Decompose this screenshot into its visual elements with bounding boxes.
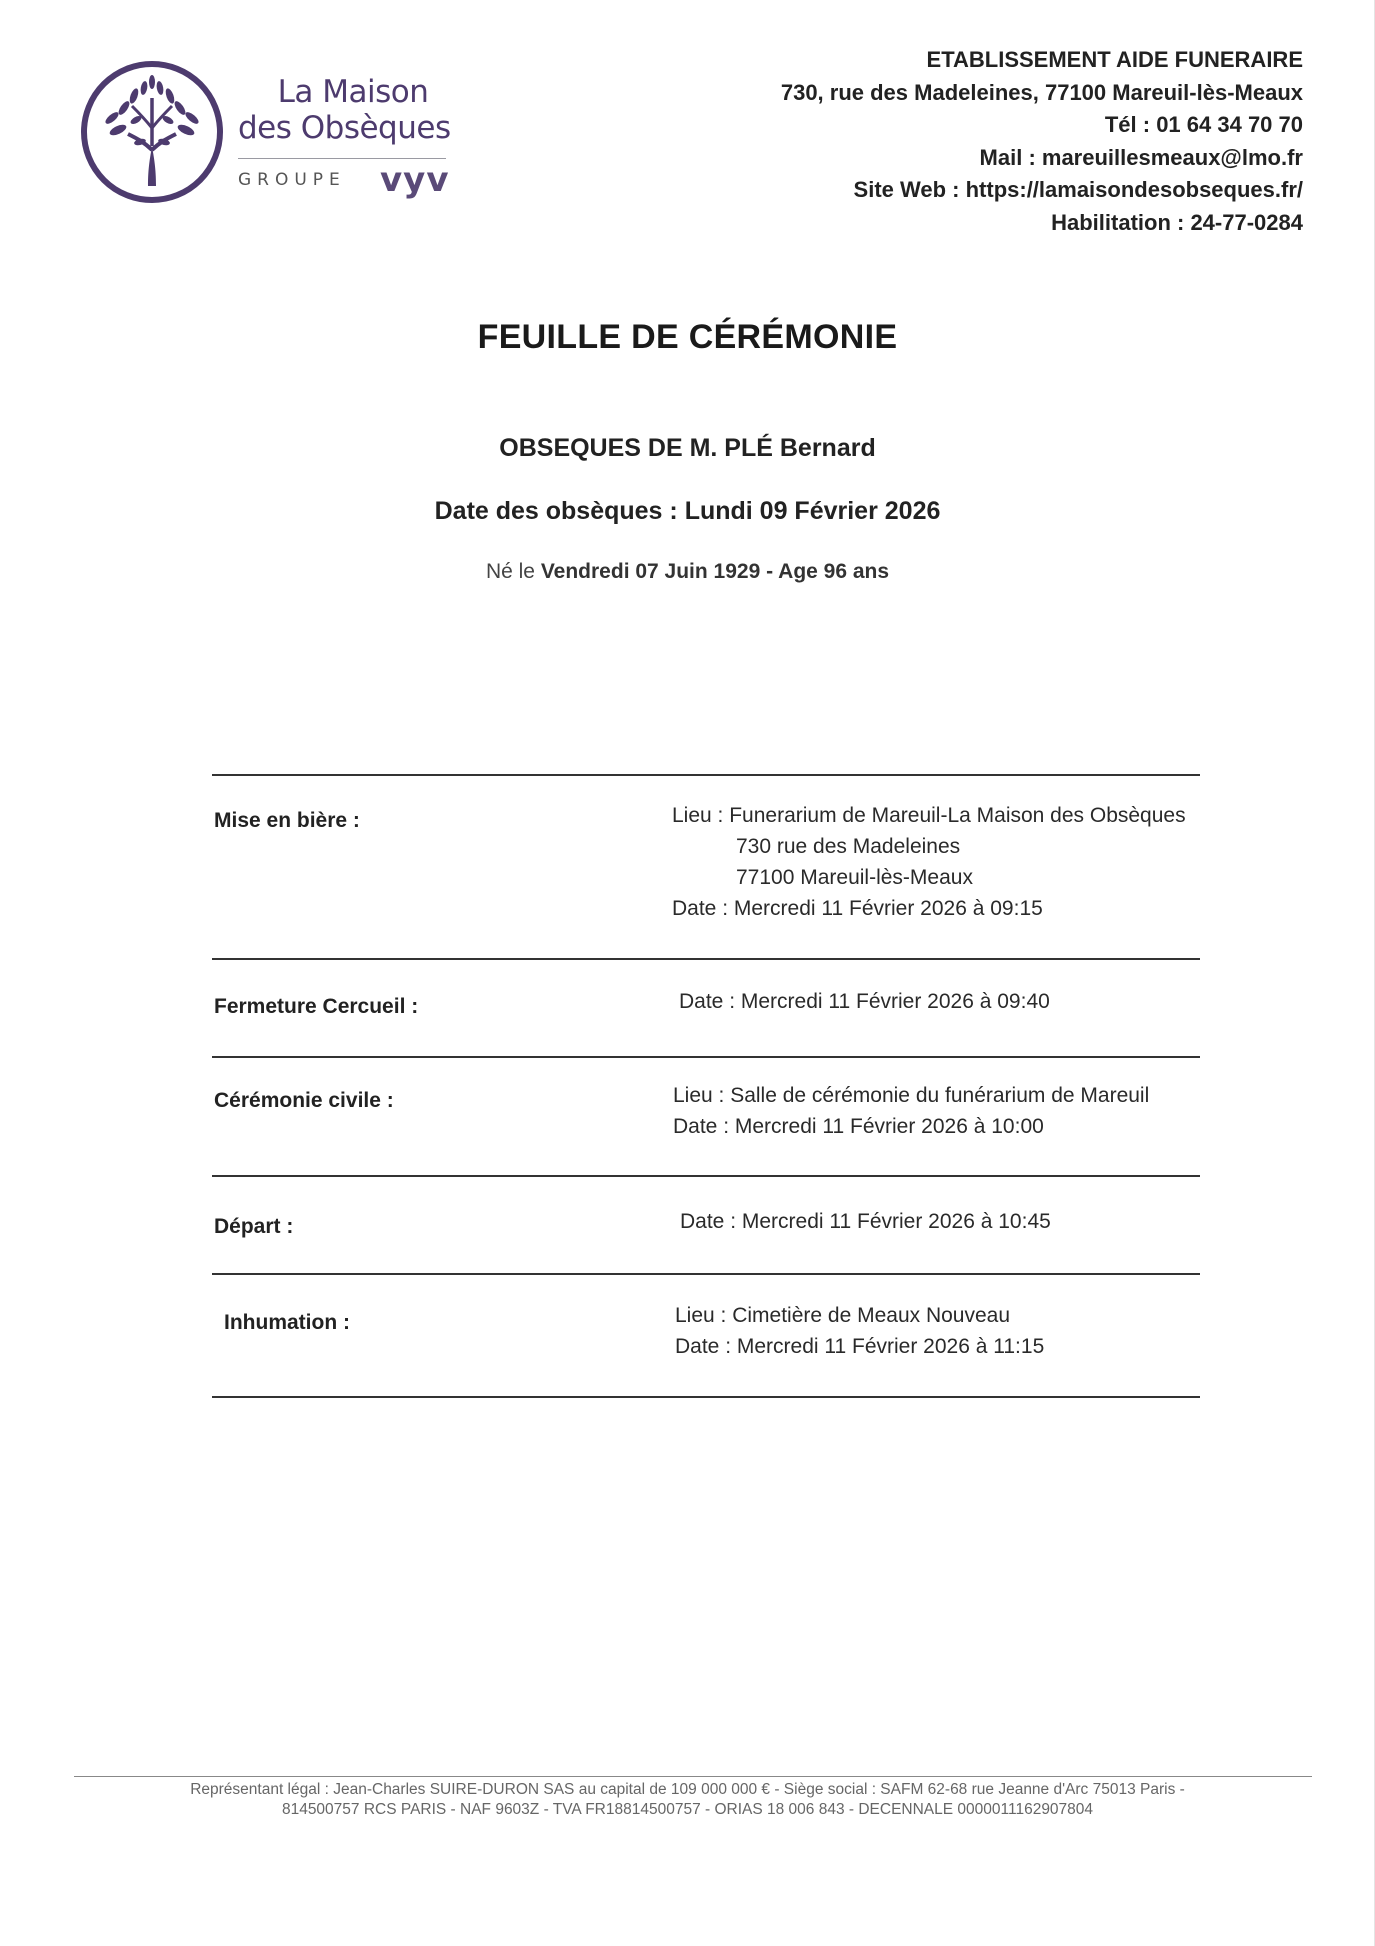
logo-wordmark [238, 74, 468, 146]
establishment-address: 730, rue des Madeleines, 77100 Mareuil-lès-Meaux [780, 79, 1303, 105]
funeral-date [0, 497, 1375, 526]
detail-line: Lieu : Salle de cérémonie du funérarium de Mareuil [673, 1084, 1150, 1107]
logo-group-label: GROUPE [238, 170, 346, 190]
tree-emblem-icon [78, 58, 226, 206]
logo-group-brand: vyv [380, 160, 450, 200]
establishment-mail: Mail : mareuillesmeaux@lmo.fr [979, 144, 1303, 170]
logo-name-line1: La Maison [277, 74, 429, 110]
detail-line: Lieu : Cimetière de Meaux Nouveau [675, 1304, 1011, 1327]
document-subtitle: OBSEQUES DE M. PLÉ Bernard [499, 434, 876, 462]
section-label-depart: Départ : [214, 1215, 294, 1238]
section-details-depart [680, 1206, 1051, 1237]
section-label-fermeture-cercueil: Fermeture Cercueil : [214, 995, 419, 1018]
section-divider [212, 1056, 1200, 1058]
detail-line: 77100 Mareuil-lès-Meaux [736, 866, 973, 889]
detail-line: Date : Mercredi 11 Février 2026 à 10:45 [680, 1210, 1051, 1233]
funeral-date-label: Date des obsèques : [434, 497, 678, 525]
footer-line1: Représentant légal : Jean-Charles SUIRE-DURON SAS au capital de 109 000 000 € - Siège social : SAFM 62-68 rue Jeanne d'Arc 75013 Paris - [190, 1781, 1185, 1798]
detail-line: Date : Mercredi 11 Février 2026 à 11:15 [675, 1335, 1045, 1358]
funeral-date-value: Lundi 09 Février 2026 [684, 497, 941, 525]
birth-info [0, 560, 1375, 584]
footer-line2: 814500757 RCS PARIS - NAF 9603Z - TVA FR18814500757 - ORIAS 18 006 843 - DECENNALE 0000011162907804 [281, 1801, 1094, 1818]
logo-name-line2: des Obsèques [238, 110, 451, 146]
section-details-ceremonie-civile [673, 1080, 1149, 1142]
section-label-ceremonie-civile: Cérémonie civile : [214, 1089, 394, 1112]
section-divider [212, 774, 1200, 776]
detail-line: Lieu : Funerarium de Mareuil-La Maison des Obsèques [672, 804, 1186, 827]
establishment-type: ETABLISSEMENT AIDE FUNERAIRE [926, 47, 1303, 72]
section-divider [212, 958, 1200, 960]
section-label-inhumation: Inhumation : [224, 1311, 350, 1334]
section-label-mise-en-biere: Mise en bière : [214, 809, 360, 832]
section-details-inhumation [675, 1300, 1044, 1362]
section-details-mise-en-biere [672, 800, 1186, 924]
logo-divider [238, 158, 446, 159]
legal-footer [0, 1780, 1375, 1820]
document-title: FEUILLE DE CÉRÉMONIE [477, 318, 898, 356]
establishment-phone: Tél : 01 64 34 70 70 [1104, 112, 1303, 137]
section-divider [212, 1396, 1200, 1398]
birth-value: Vendredi 07 Juin 1929 - Age 96 ans [540, 560, 890, 583]
company-logo [78, 58, 458, 208]
section-details-fermeture-cercueil [679, 986, 1050, 1017]
section-divider [212, 1273, 1200, 1275]
establishment-habilitation: Habilitation : 24-77-0284 [1051, 209, 1303, 235]
detail-line: Date : Mercredi 11 Février 2026 à 10:00 [673, 1115, 1044, 1138]
detail-line: Date : Mercredi 11 Février 2026 à 09:15 [672, 897, 1043, 920]
birth-prefix: Né le [485, 560, 535, 583]
footer-divider [74, 1776, 1312, 1777]
detail-line: Date : Mercredi 11 Février 2026 à 09:40 [679, 990, 1050, 1013]
detail-line: 730 rue des Madeleines [736, 835, 961, 858]
establishment-website: Site Web : https://lamaisondesobseques.fr/ [853, 177, 1303, 202]
establishment-info [663, 44, 1303, 239]
section-divider [212, 1175, 1200, 1177]
